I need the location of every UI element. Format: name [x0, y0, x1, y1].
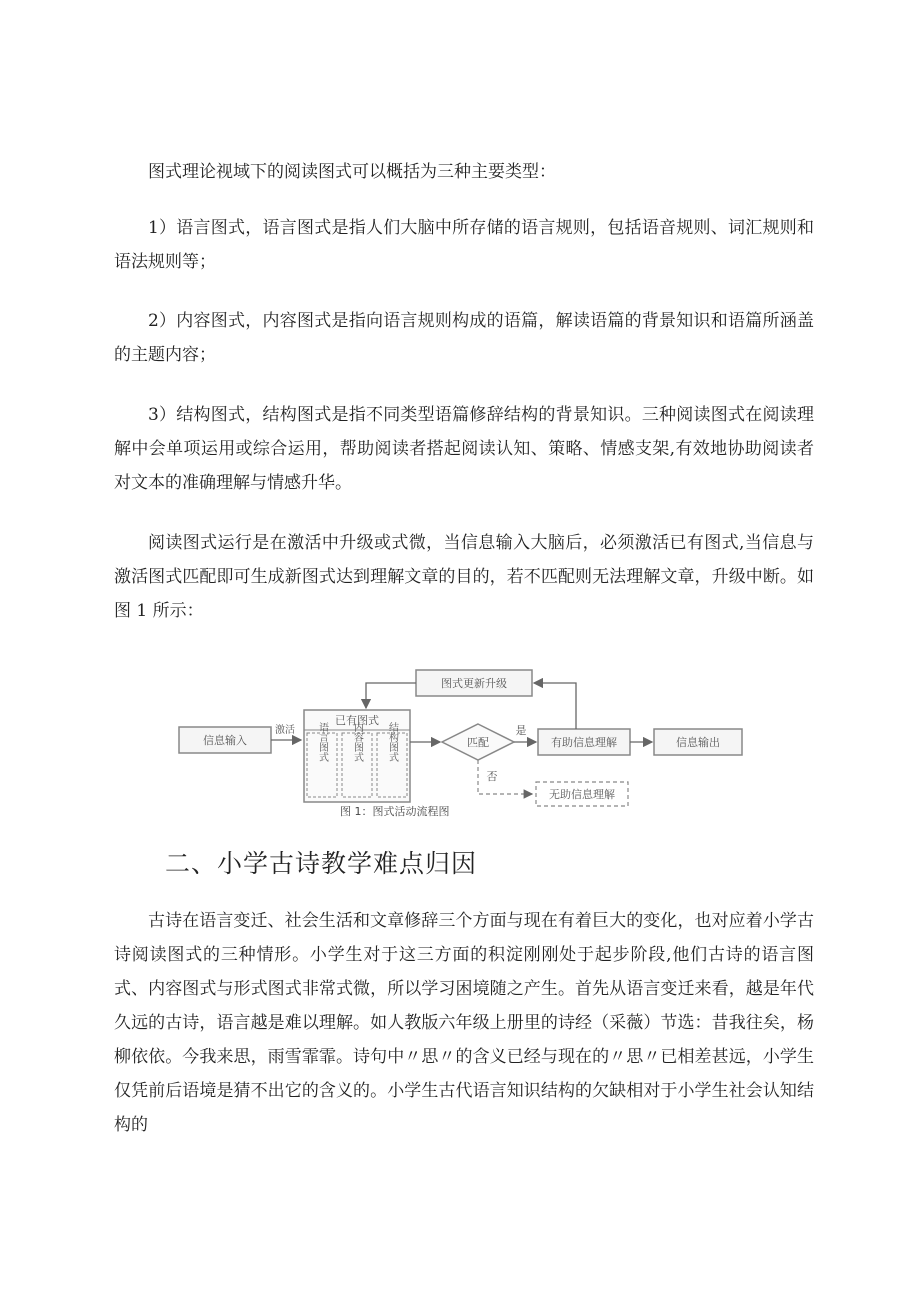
- content-schema-item: 2）内容图式，内容图式是指向语言规则构成的语篇，解读语篇的背景知识和语篇所涵盖的主题内容；: [114, 311, 814, 365]
- content-schema-label: 内容图式: [351, 722, 363, 762]
- activate-label: 激活: [275, 725, 295, 736]
- helpful-to-update-line: [534, 683, 576, 729]
- section2-paragraph: 古诗在语言变迁、社会生活和文章修辞三个方面与现在有着巨大的变化，也对应着小学古诗阅读图式的三种情形。小学生对于这三方面的积淀刚刚处于起步阶段,他们古诗的语言图式、内容图式与形式图式非常式微，所以学习困境随之产生。首先从语言变迁来看，越是年代久远的古诗，语言越是难以理解。如人教版六年级上册里的诗经（采薇）节选：昔我往矣，杨柳依依。今我来思，雨雪霏霏。诗句中〃思〃的含义已经与现在的〃思〃已相差甚远，小学生仅凭前后语境是猜不出它的含义的。小学生古代语言知识结构的欠缺相对于小学生社会认知结构的: [114, 911, 814, 1135]
- structure-schema-label: 结构图式: [386, 722, 398, 762]
- input-label: 信息输入: [203, 734, 247, 747]
- process-paragraph: 阅读图式运行是在激活中升级或式微，当信息输入大脑后，必须激活已有图式,当信息与激活图式匹配即可生成新图式达到理解文章的目的，若不匹配则无法理解文章，升级中断。如图 1 所示：: [114, 533, 814, 621]
- match-label: 匹配: [467, 736, 489, 749]
- no-label: 否: [486, 770, 498, 783]
- lang-schema-label: 语言图式: [316, 722, 328, 762]
- figure-caption: 图 1：图式活动流程图: [340, 805, 450, 818]
- schema-flowchart: [176, 660, 746, 818]
- update-label: 图式更新升级: [441, 677, 507, 690]
- yes-label: 是: [515, 724, 527, 737]
- output-label: 信息输出: [676, 736, 720, 749]
- flowchart-svg: [176, 660, 746, 818]
- structure-schema-item: 3）结构图式，结构图式是指不同类型语篇修辞结构的背景知识。三种阅读图式在阅读理解中会单项运用或综合运用，帮助阅读者搭起阅读认知、策略、情感支架,有效地协助阅读者对文本的准确理解与情感升华。: [114, 405, 814, 493]
- language-schema-item: 1）语言图式，语言图式是指人们大脑中所存储的语言规则，包括语音规则、词汇规则和语法规则等；: [114, 218, 814, 272]
- update-to-existing-line: [366, 683, 416, 708]
- helpful-label: 有助信息理解: [551, 736, 617, 749]
- intro-paragraph: 图式理论视域下的阅读图式可以概括为三种主要类型：: [148, 162, 556, 182]
- unhelpful-label: 无助信息理解: [549, 788, 615, 801]
- existing-schema-label: 已有图式: [335, 714, 379, 727]
- section-heading: 二、小学古诗教学难点归因: [165, 849, 478, 878]
